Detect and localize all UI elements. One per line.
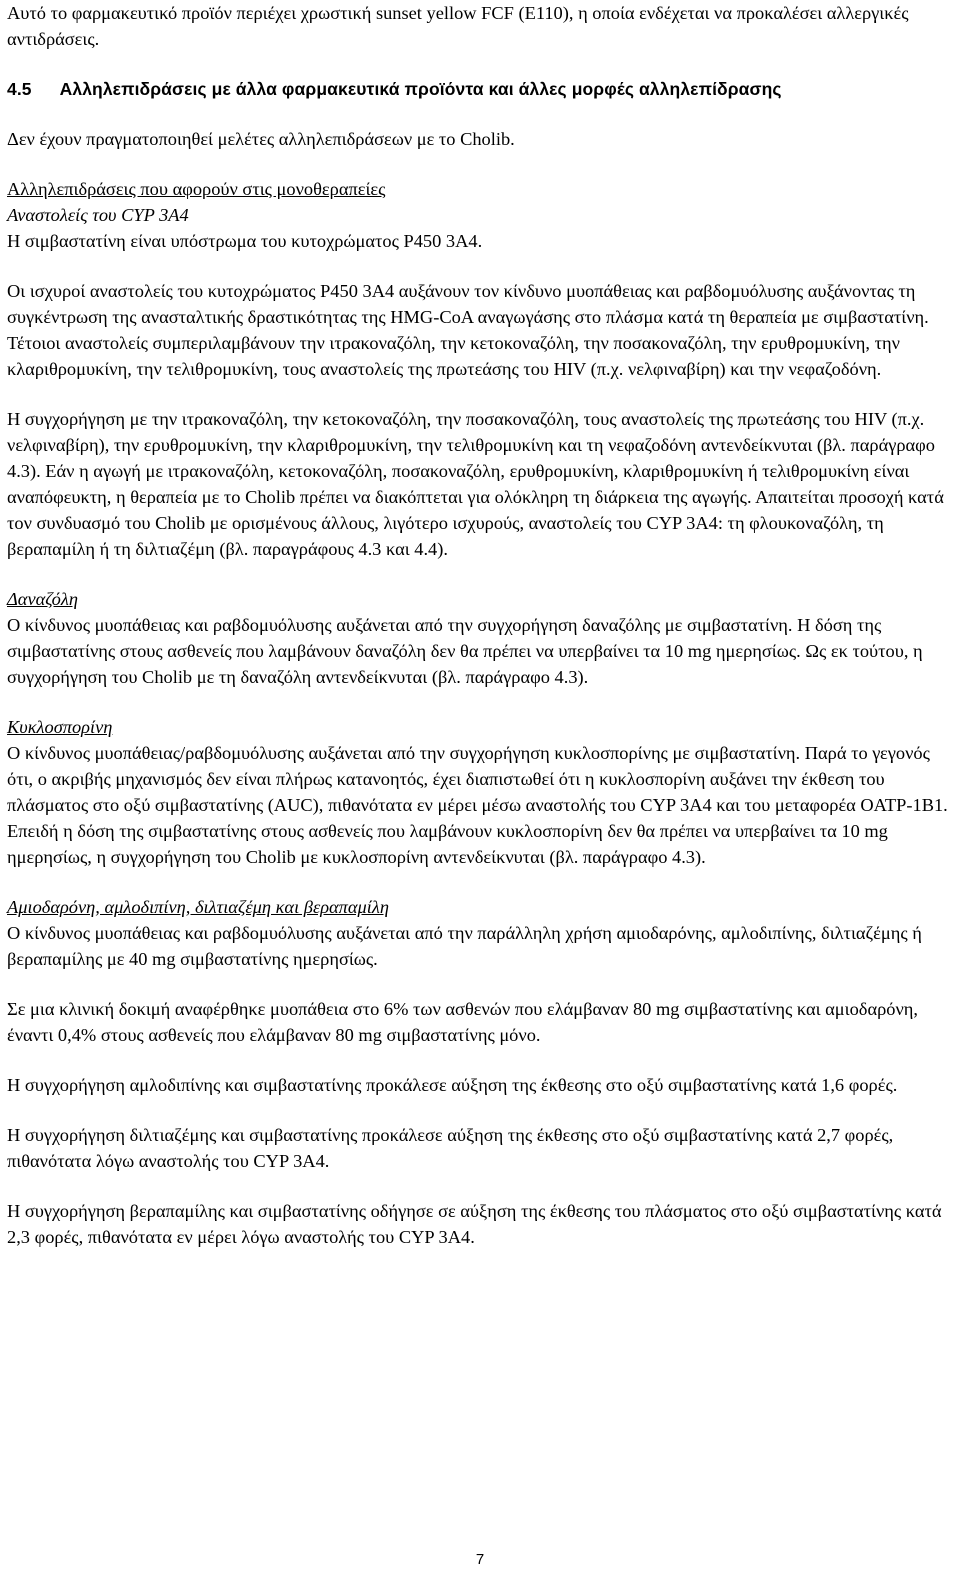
cyclosporine-paragraph: Ο κίνδυνος μυοπάθειας/ραβδομυόλυσης αυξάνεται από την συγχορήγηση κυκλοσπορίνης με σιμβαστατίνη. Παρά το γεγονός ότι, ο ακριβής μηχανισμός δεν είναι πλήρως κατανοητός, έχει διαπιστωθεί ότι η κυκλοσπορίνη αυξάνει την έκθεση του πλάσματος στο οξύ σιμβαστατίνης (AUC), πιθανότατα εν μέρει μέσω αναστολής του CYP 3A4 και του μεταφορέα OATP-1B1. Επειδή η δόση της σιμβαστατίνης στους ασθενείς που λαμβάνουν κυκλοσπορίνη δεν θα πρέπει να υπερβαίνει τα 10 mg ημερησίως, η συγχορήγηση του Cholib με κυκλοσπορίνη αντενδείκνυται (βλ. παράγραφο 4.3). (7, 743, 948, 867)
amiodarone-heading: Αμιοδαρόνη, αμλοδιπίνη, διλτιαζέμη και βεραπαμίλη (7, 897, 389, 917)
cyp-heading: Αναστολείς του CYP 3A4 (7, 205, 189, 225)
no-studies-paragraph: Δεν έχουν πραγματοποιηθεί μελέτες αλληλεπιδράσεων με το Cholib. (7, 129, 515, 149)
danazol-heading: Δαναζόλη (7, 589, 78, 609)
coadmin-paragraph: Η συγχορήγηση με την ιτρακοναζόλη, την κετοκοναζόλη, την ποσακοναζόλη, τους αναστολείς της πρωτεάσης του HIV (π.χ. νελφιναβίρη), την ερυθρομυκίνη, την κλαριθρομυκίνη, την τελιθρομυκίνη και τη νεφαζοδόνη αντενδείκνυται (βλ. παράγραφο 4.3). Εάν η αγωγή με ιτρακοναζόλη, κετοκοναζόλη, ποσακοναζόλη, ερυθρομυκίνη, κλαριθρομυκίνη ή τελιθρομυκίνη είναι αναπόφευκτη, η θεραπεία με το Cholib πρέπει να διακόπτεται για ολόκληρη τη διάρκεια της αγωγής. Απαιτείται προσοχή κατά τον συνδυασμό του Cholib με ορισμένους άλλους, λιγότερο ισχυρούς, αναστολείς του CYP 3A4: τη φλουκοναζόλη, τη βεραπαμίλη ή τη διλτιαζέμη (βλ. παραγράφους 4.3 και 4.4). (7, 409, 944, 559)
diltiazem-paragraph: Η συγχορήγηση διλτιαζέμης και σιμβαστατίνης προκάλεσε αύξηση της έκθεσης στο οξύ σιμβαστατίνης κατά 2,7 φορές, πιθανότατα λόγω αναστολής του CYP 3A4. (7, 1125, 894, 1171)
intro-paragraph: Αυτό το φαρμακευτικό προϊόν περιέχει χρωστική sunset yellow FCF (E110), η οποία ενδέχεται να προκαλέσει αλλεργικές αντιδράσεις. (7, 3, 909, 49)
danazol-paragraph: Ο κίνδυνος μυοπάθειας και ραβδομυόλυσης αυξάνεται από την συγχορήγηση δαναζόλης με σιμβαστατίνη. Η δόση της σιμβαστατίνης στους ασθενείς που λαμβάνουν δαναζόλη δεν θα πρέπει να υπερβαίνει τα 10 mg ημερησίως. Ως εκ τούτου, η συγχορήγηση του Cholib με τη δαναζόλη αντενδείκνυται (βλ. παράγραφο 4.3). (7, 615, 923, 687)
section-title: Αλληλεπιδράσεις με άλλα φαρμακευτικά προϊόντα και άλλες μορφές αλληλεπίδρασης (59, 79, 782, 99)
clinical-trial-paragraph: Σε μια κλινική δοκιμή αναφέρθηκε μυοπάθεια στο 6% των ασθενών που ελάμβαναν 80 mg σιμβαστατίνης και αμιοδαρόνη, έναντι 0,4% στους ασθενείς που ελάμβαναν 80 mg σιμβαστατίνης μόνο. (7, 999, 919, 1045)
amlodipine-paragraph: Η συγχορήγηση αμλοδιπίνης και σιμβαστατίνης προκάλεσε αύξηση της έκθεσης στο οξύ σιμβαστατίνης κατά 1,6 φορές. (7, 1075, 898, 1095)
cyclosporine-heading: Κυκλοσπορίνη (7, 717, 113, 737)
cyp-paragraph: Οι ισχυροί αναστολείς του κυτοχρώματος P450 3A4 αυξάνουν τον κίνδυνο μυοπάθειας και ραβδομυόλυσης αυξάνοντας τη συγκέντρωση της ανασταλτικής δραστικότητας της HMG-CoA αναγωγάσης στο πλάσμα κατά τη θεραπεία με σιμβαστατίνη. Τέτοιοι αναστολείς συμπεριλαμβάνουν την ιτρακοναζόλη, την κετοκοναζόλη, την ποσακοναζόλη, την ερυθρομυκίνη, την κλαριθρομυκίνη, την τελιθρομυκίνη, τους αναστολείς της πρωτεάσης του HIV (π.χ. νελφιναβίρη) και την νεφαζοδόνη. (7, 281, 929, 379)
document-page (7, 0, 951, 1250)
monotherapy-heading: Αλληλεπιδράσεις που αφορούν στις μονοθεραπείες (7, 179, 386, 199)
page-number: 7 (475, 1551, 485, 1568)
section-heading (7, 76, 951, 102)
verapamil-paragraph: Η συγχορήγηση βεραπαμίλης και σιμβαστατίνης οδήγησε σε αύξηση της έκθεσης του πλάσματος στο οξύ σιμβαστατίνης κατά 2,3 φορές, πιθανότατα εν μέρει λόγω αναστολής του CYP 3A4. (7, 1201, 942, 1247)
cyp-intro: Η σιμβαστατίνη είναι υπόστρωμα του κυτοχρώματος P450 3A4. (7, 231, 483, 251)
section-number: 4.5 (7, 79, 32, 99)
amiodarone-paragraph: Ο κίνδυνος μυοπάθειας και ραβδομυόλυσης αυξάνεται από την παράλληλη χρήση αμιοδαρόνης, αμλοδιπίνης, διλτιαζέμης ή βεραπαμίλης με 40 mg σιμβαστατίνης ημερησίως. (7, 923, 922, 969)
